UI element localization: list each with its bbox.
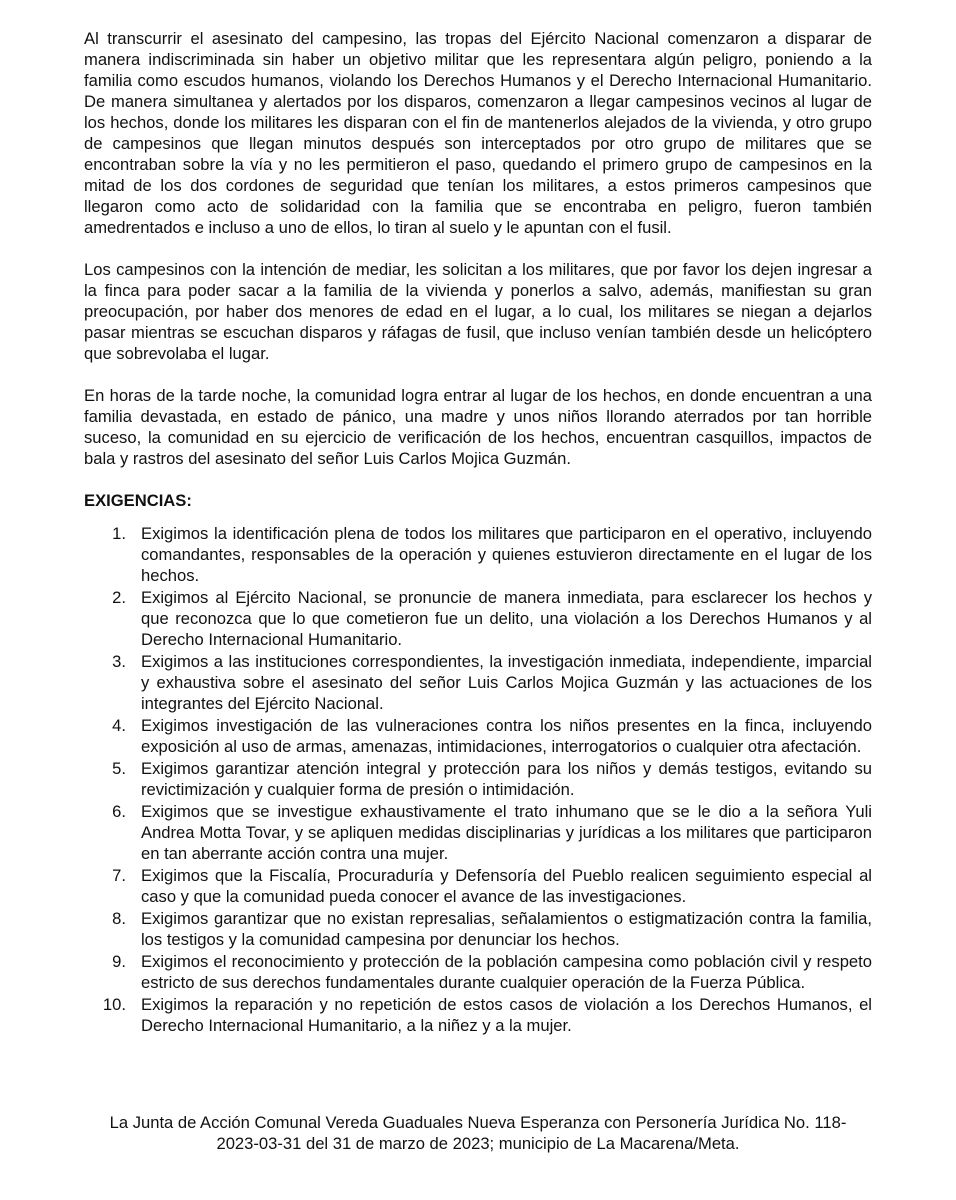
list-item-text: Exigimos investigación de las vulneraciones contra los niños presentes en la finca, incluyendo exposición al uso de armas, amenazas, intimidaciones, interrogatorios o cualquier otra afectación.	[141, 716, 872, 756]
list-item-text: Exigimos que la Fiscalía, Procuraduría y Defensoría del Pueblo realicen seguimiento especial al caso y que la comunidad pueda conocer el avance de las investigaciones.	[141, 866, 872, 906]
list-item	[84, 758, 872, 800]
paragraph-2: Los campesinos con la intención de mediar, les solicitan a los militares, que por favor los dejen ingresar a la finca para poder sacar a la familia de la vivienda y ponerlos a salvo, además, manifiestan su gran preocupación, por haber dos menores de edad en el lugar, a lo cual, los militares se niegan a dejarlos pasar mientras se escuchan disparos y ráfagas de fusil, que incluso venían también desde un helicóptero que sobrevolaba el lugar.	[84, 260, 872, 363]
list-item-number: 6.	[112, 802, 126, 821]
list-item	[84, 994, 872, 1036]
footer-line-1: La Junta de Acción Comunal Vereda Guaduales Nueva Esperanza con Personería Jurídica No. 118-	[109, 1113, 847, 1132]
list-item-number: 5.	[112, 759, 126, 778]
list-item-text: Exigimos garantizar atención integral y protección para los niños y demás testigos, evitando su revictimización y cualquier forma de presión o intimidación.	[141, 759, 872, 799]
signature-footer	[84, 1112, 872, 1154]
list-item	[84, 651, 872, 714]
list-item-text: Exigimos la reparación y no repetición de estos casos de violación a los Derechos Humanos, el Derecho Internacional Humanitario, a la niñez y a la mujer.	[141, 995, 872, 1035]
list-item-text: Exigimos garantizar que no existan represalias, señalamientos o estigmatización contra la familia, los testigos y la comunidad campesina por denunciar los hechos.	[141, 909, 872, 949]
list-item	[84, 523, 872, 586]
list-item	[84, 908, 872, 950]
demands-list	[84, 523, 872, 1036]
list-item-number: 10.	[102, 995, 126, 1014]
list-item-number: 9.	[112, 952, 126, 971]
list-item-text: Exigimos a las instituciones correspondientes, la investigación inmediata, independiente, imparcial y exhaustiva sobre el asesinato del señor Luis Carlos Mojica Guzmán y las actuaciones de los integrantes del Ejército Nacional.	[141, 652, 872, 713]
list-item	[84, 865, 872, 907]
list-item-number: 1.	[112, 524, 126, 543]
list-item-number: 7.	[112, 866, 126, 885]
paragraph-1: Al transcurrir el asesinato del campesino, las tropas del Ejército Nacional comenzaron a disparar de manera indiscriminada sin haber un objetivo militar que les representara algún peligro, poniendo a la familia como escudos humanos, violando los Derechos Humanos y el Derecho Internacional Humanitario. De manera simultanea y alertados por los disparos, comenzaron a llegar campesinos vecinos al lugar de los hechos, donde los militares les disparan con el fin de mantenerlos alejados de la vivienda, y otro grupo de campesinos que llegan minutos después son interceptados por otro grupo de militares que se encontraban sobre la vía y no les permitieron el paso, quedando el primero grupo de campesinos en la mitad de los dos cordones de seguridad que tenían los militares, a estos primeros campesinos que llegaron como acto de solidaridad con la familia que se encontraba en peligro, fueron también amedrentados e incluso a uno de ellos, lo tiran al suelo y le apuntan con el fusil.	[84, 29, 872, 237]
list-item	[84, 951, 872, 993]
list-item-text: Exigimos que se investigue exhaustivamente el trato inhumano que se le dio a la señora Yuli Andrea Motta Tovar, y se apliquen medidas disciplinarias y jurídicas a los militares que participaron en tan aberrante acción contra una mujer.	[141, 802, 872, 863]
list-item	[84, 587, 872, 650]
list-item-text: Exigimos el reconocimiento y protección de la población campesina como población civil y respeto estricto de sus derechos fundamentales durante cualquier operación de la Fuerza Pública.	[141, 952, 872, 992]
paragraph-3: En horas de la tarde noche, la comunidad logra entrar al lugar de los hechos, en donde encuentran a una familia devastada, en estado de pánico, una madre y unos niños llorando aterrados por tan horrible suceso, la comunidad en su ejercicio de verificación de los hechos, encuentran casquillos, impactos de bala y rastros del asesinato del señor Luis Carlos Mojica Guzmán.	[84, 386, 872, 468]
list-item-number: 4.	[112, 716, 126, 735]
list-item-number: 3.	[112, 652, 126, 671]
list-item-text: Exigimos la identificación plena de todos los militares que participaron en el operativo, incluyendo comandantes, responsables de la operación y quienes estuvieron directamente en el lugar de los hechos.	[141, 524, 872, 585]
list-item-number: 8.	[112, 909, 126, 928]
list-item-number: 2.	[112, 588, 126, 607]
demands-heading: EXIGENCIAS:	[84, 491, 192, 510]
list-item	[84, 801, 872, 864]
footer-line-2: 2023-03-31 del 31 de marzo de 2023; municipio de La Macarena/Meta.	[216, 1134, 740, 1153]
list-item	[84, 715, 872, 757]
list-item-text: Exigimos al Ejército Nacional, se pronuncie de manera inmediata, para esclarecer los hechos y que reconozca que lo que cometieron fue un delito, una violación a los Derechos Humanos y al Derecho Internacional Humanitario.	[141, 588, 872, 649]
